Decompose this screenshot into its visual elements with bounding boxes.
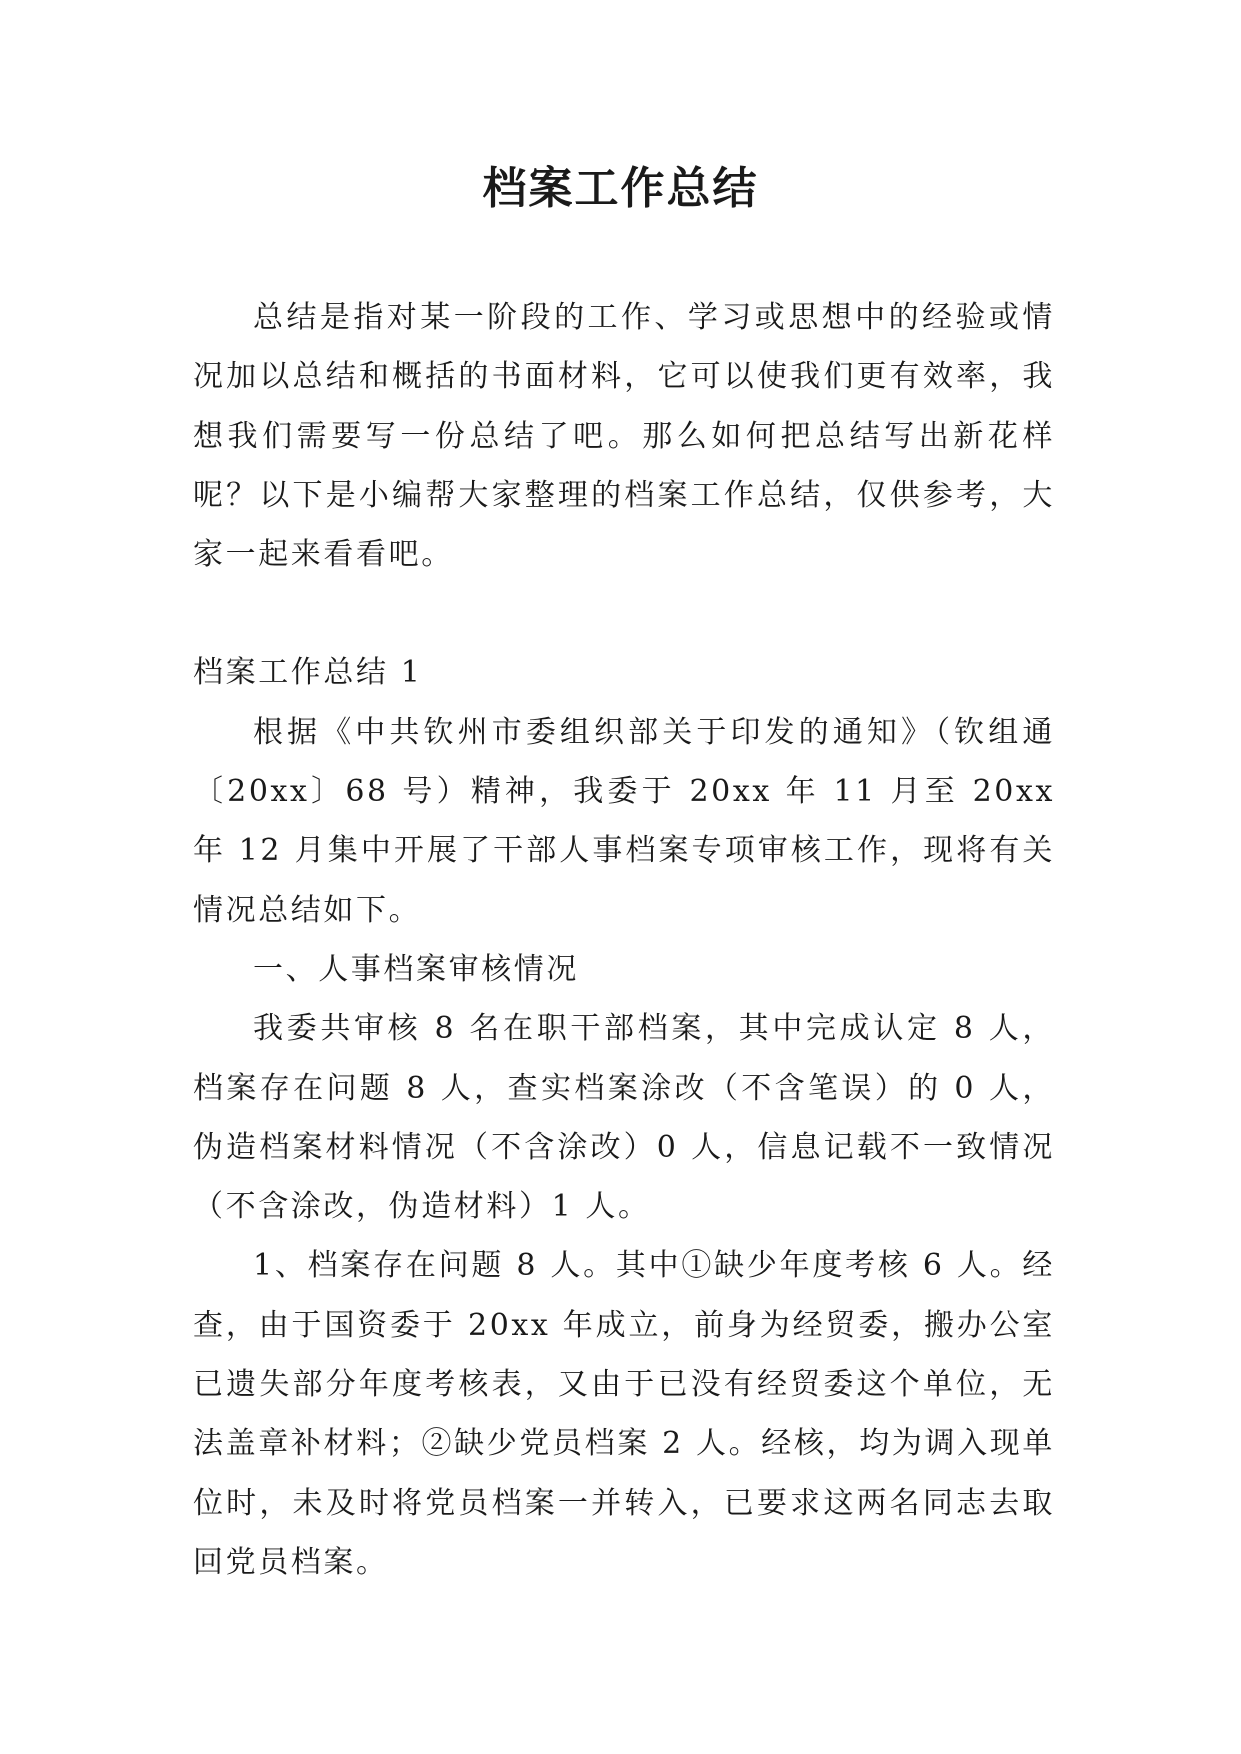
intro-paragraph: 总结是指对某一阶段的工作、学习或思想中的经验或情况加以总结和概括的书面材料，它可以使我们更有效率，我想我们需要写一份总结了吧。那么如何把总结写出新花样呢？以下是小编帮大家整理的档案工作总结，仅供参考，大家一起来看看吧。 bbox=[193, 300, 1055, 573]
section-title: 档案工作总结 1 bbox=[193, 655, 423, 691]
document-body bbox=[193, 288, 1055, 1592]
paragraph-problem-details: 1、档案存在问题 8 人。其中①缺少年度考核 6 人。经查，由于国资委于 20xx 年成立，前身为经贸委，搬办公室已遗失部分年度考核表，又由于已没有经贸委这个单位，无法盖章补材料；②缺少党员档案 2 人。经核，均为调入现单位时，未及时将党员档案一并转入，已要求这两名同志去取回党员档案。 bbox=[193, 1248, 1055, 1580]
subheading-review-status: 一、人事档案审核情况 bbox=[253, 951, 579, 987]
document-title: 档案工作总结 bbox=[482, 163, 759, 214]
paragraph-basis: 根据《中共钦州市委组织部关于印发的通知》（钦组通〔20xx〕68 号）精神，我委于 20xx 年 11 月至 20xx 年 12 月集中开展了干部人事档案专项审核工作，现将有关情况总结如下。 bbox=[193, 714, 1055, 928]
paragraph-review-stats: 我委共审核 8 名在职干部档案，其中完成认定 8 人，档案存在问题 8 人，查实档案涂改（不含笔误）的 0 人，伪造档案材料情况（不含涂改）0 人，信息记载不一致情况（不含涂改，伪造材料）1 人。 bbox=[193, 1011, 1055, 1225]
